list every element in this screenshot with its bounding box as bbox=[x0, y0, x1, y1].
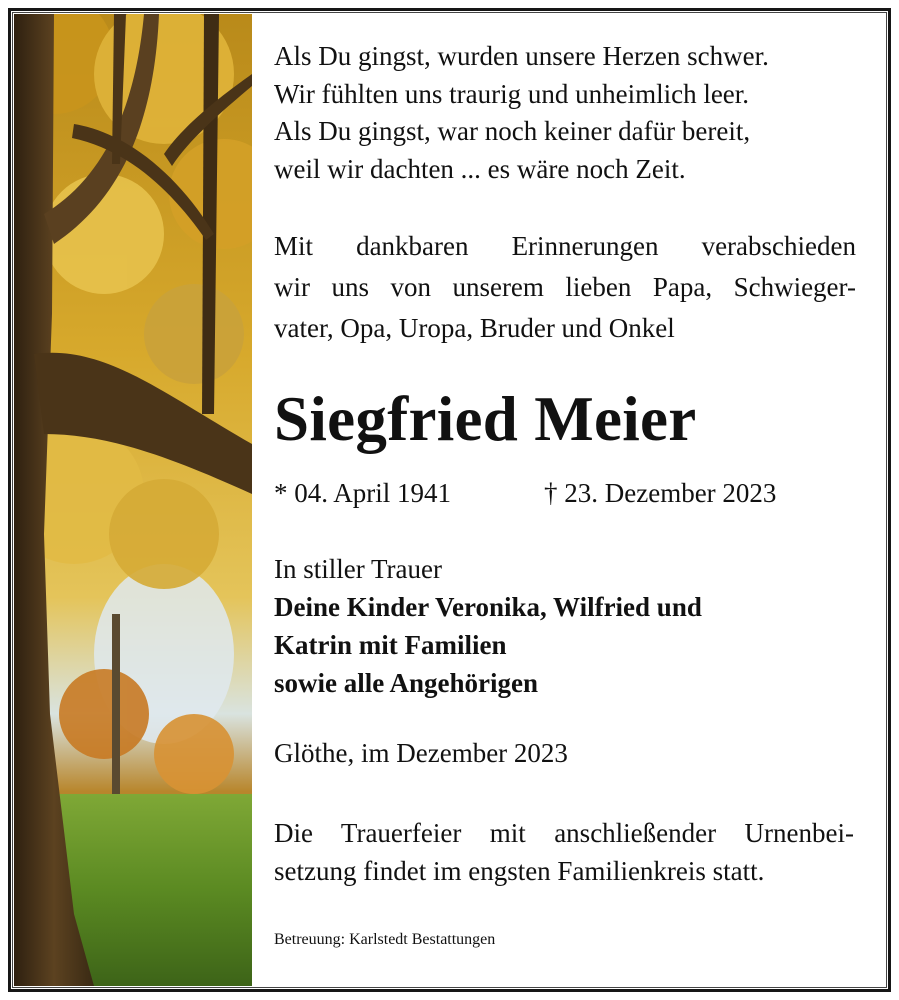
ceremony-notice bbox=[274, 814, 854, 890]
mourner-line: Deine Kinder Veronika, Wilfried und bbox=[274, 592, 702, 622]
mourner-line: Katrin mit Familien bbox=[274, 630, 507, 660]
poem-line: Wir fühlten uns traurig und unheimlich leer. bbox=[274, 78, 750, 109]
funeral-service-credit: Betreuung: Karlstedt Bestattungen bbox=[274, 931, 496, 948]
farewell-line: vater, Opa, Uropa, Bruder und Onkel bbox=[274, 313, 675, 343]
ceremony-line: Die Trauerfeier mit anschließender Urnenbei- bbox=[274, 818, 854, 848]
memorial-poem bbox=[274, 38, 864, 188]
autumn-tree-photo bbox=[14, 14, 252, 986]
life-dates bbox=[274, 474, 777, 512]
poem-line: Als Du gingst, wurden unsere Herzen schwer. bbox=[274, 41, 769, 71]
mourner-line: sowie alle Angehörigen bbox=[274, 668, 538, 698]
farewell-line: Mit dankbaren Erinnerungen verabschieden bbox=[274, 231, 856, 261]
poem-line: weil wir dachten ... es wäre noch Zeit. bbox=[274, 153, 686, 184]
deceased-name: Siegfried Meier bbox=[274, 384, 697, 454]
ceremony-line: setzung findet im engsten Familienkreis statt. bbox=[274, 856, 765, 886]
poem-line: Als Du gingst, war noch keiner dafür bereit, bbox=[274, 116, 751, 146]
farewell-line: wir uns von unserem lieben Papa, Schwieger- bbox=[274, 272, 856, 302]
mourning-intro: In stiller Trauer bbox=[274, 554, 442, 584]
mourners-block bbox=[274, 550, 702, 702]
farewell-text bbox=[274, 226, 856, 349]
place-date: Glöthe, im Dezember 2023 bbox=[274, 738, 568, 768]
birth-date: * 04. April 1941 bbox=[274, 478, 452, 508]
death-date: † 23. Dezember 2023 bbox=[544, 478, 777, 508]
